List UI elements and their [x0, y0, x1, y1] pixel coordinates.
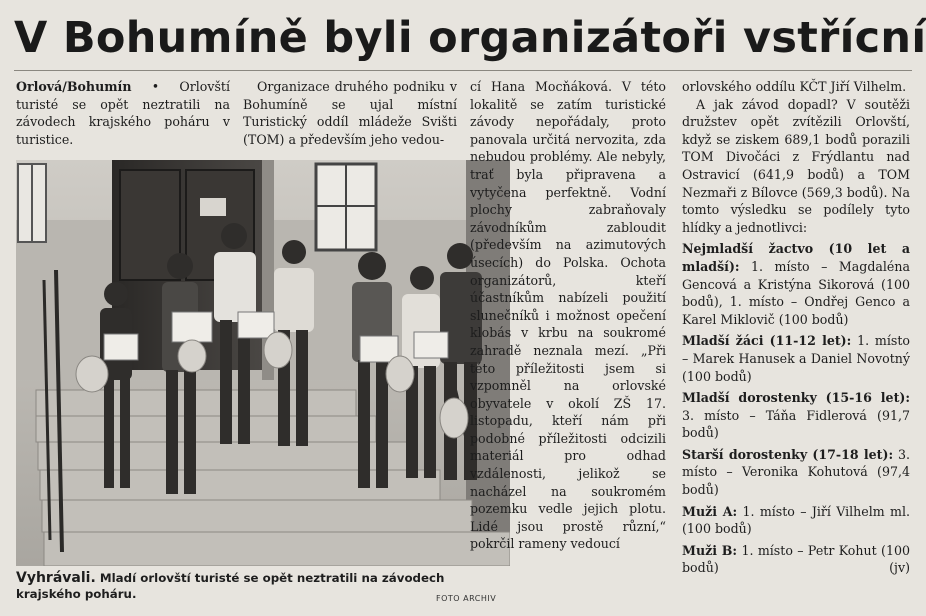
result-category: Muži A: — [682, 503, 738, 519]
article-column-4 — [682, 78, 910, 577]
article-photo — [16, 160, 510, 566]
caption-text: Mladí orlovští turisté se opět neztratili na závodech krajského poháru. — [16, 571, 445, 601]
result-text: 1. místo – Magdaléna Gencová a Kristýna Sikorová (100 bodů), 1. místo – Ondřej Genco a Karel Miklovič (100 bodů) — [682, 258, 910, 327]
result-category: Mladší dorostenky (15-16 let): — [682, 390, 910, 406]
result-category: Starší dorostenky (17-18 let): — [682, 446, 894, 462]
result-text: 1. místo – Marek Hanusek a Daniel Novotný (100 bodů) — [682, 333, 910, 384]
caption-lead: Vyhrávali. — [16, 570, 96, 586]
paragraph-results-intro: A jak závod dopadl? V soutěži družstev opět zvítězili Orlovští, když se ziskem 689,1 bodů porazili TOM Divočáci z Frýdlantu nad Ostravicí (641,9 bodů) a TOM Nezmaři z Bílovce (569,3 bodů). Na tomto výsledku se podílely tyto hlídky a jednotlivci: — [682, 96, 910, 235]
photo-credit: FOTO ARCHIV — [436, 594, 497, 603]
paragraph-mocnakova: cí Hana Mocňáková. V této lokalitě se zatím turistické závody nepořádaly, proto panovala určitá nervozita, zda nebudou problémy. Ale nebyly, trať byla připravena a vytyčena perfektně. Vodní plochy zabraňovaly závodníkům zabloudit (především na azimutových úsecích) do Polska. Ochota organizátorů, kteří účastníkům nabízeli použití slunečníků i možnost opečení klobás v krbu na soukromé zahradě neznala mezí. „Při této příležitosti jsem si vzpomněl na orlovské obyvatele v okolí ZŠ 17. listopadu, kteří nám při podobné příležitosti odcizili materiál pro odhad vzdálenosti, jelikož se nacházel na soukromém pozemku vedle jejich plotu. Lidé jsou prostě různí,“ pokrčil rameny vedoucí — [470, 79, 666, 552]
result-item — [682, 389, 910, 442]
result-item — [682, 240, 910, 328]
result-category: Muži B: — [682, 542, 738, 558]
result-item — [682, 542, 910, 577]
lead-text: Orlovští turisté se opět neztratili na závodech krajského poháru v turistice. — [16, 79, 230, 147]
result-item — [682, 446, 910, 499]
result-item — [682, 503, 910, 538]
result-text: 1. místo – Jiří Vilhelm ml. (100 bodů) — [682, 503, 910, 537]
headline: V Bohumíně byli organizátoři vstřícní — [14, 13, 926, 63]
result-item — [682, 332, 910, 385]
result-text: 1. místo – Petr Kohut (100 bodů) — [682, 542, 910, 576]
result-text: 3. místo – Táňa Fidlerová (91,7 bodů) — [682, 407, 910, 441]
result-category: Mladší žáci (11-12 let): — [682, 333, 852, 349]
paragraph-organizace: Organizace druhého podniku v Bohumíně se ujal místní Turistický oddíl mládeže Svišti (TOM) a především jeho vedou- — [243, 79, 457, 147]
result-text: 3. místo – Veronika Kohutová (97,4 bodů) — [682, 446, 910, 498]
lead-paragraph — [16, 78, 230, 148]
dateline-bullet: • — [151, 79, 160, 94]
result-category: Nejmladší žactvo (10 let a mladší): — [682, 241, 910, 274]
article-column-1 — [16, 78, 230, 148]
dateline: Orlová/Bohumín — [16, 79, 132, 94]
author-byline: (jv) — [889, 560, 910, 576]
article-column-2 — [243, 78, 457, 148]
paragraph-vilhelm: orlovského oddílu KČT Jiří Vilhelm. — [682, 79, 907, 94]
photo-children-on-steps — [16, 160, 510, 566]
headline-rule — [14, 70, 912, 71]
article-column-3 — [470, 78, 666, 553]
